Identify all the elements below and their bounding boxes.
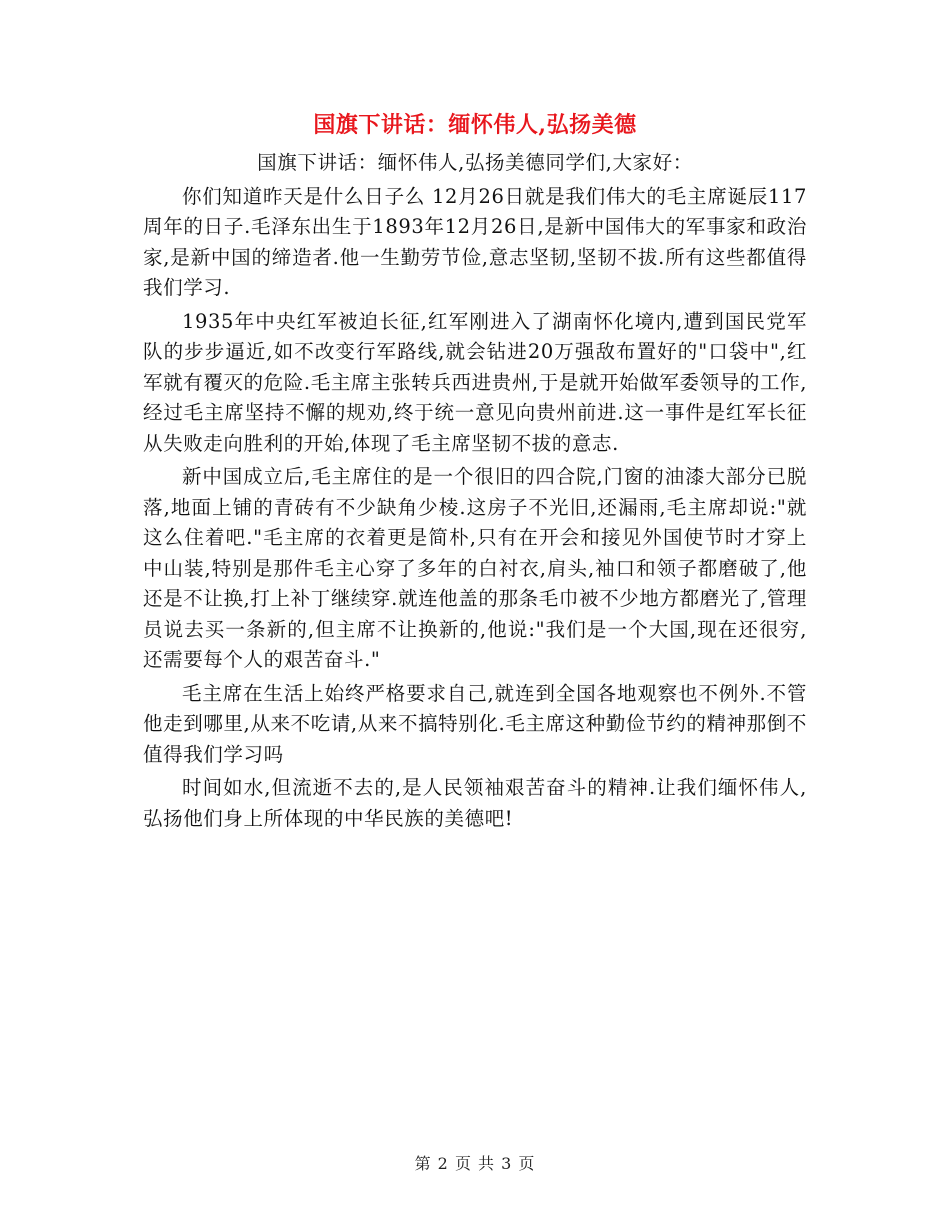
greeting-line: 国旗下讲话：缅怀伟人,弘扬美德同学们,大家好： (257, 151, 693, 174)
paragraph-4: 毛主席在生活上始终严格要求自己,就连到全国各地观察也不例外.不管他走到哪里,从来不吃请,从来不搞特别化.毛主席这种勤俭节约的精神那倒不值得我们学习吗 (143, 681, 807, 766)
paragraph-5: 时间如水,但流逝不去的,是人民领袖艰苦奋斗的精神.让我们缅怀伟人,弘扬他们身上所体现的中华民族的美德吧! (143, 776, 807, 830)
page-number-footer: 第 2 页 共 3 页 (414, 1154, 536, 1173)
document-body (143, 148, 807, 837)
paragraph-2: 1935年中央红军被迫长征,红军刚进入了湖南怀化境内,遭到国民党军队的步步逼近,如不改变行军路线,就会钻进20万强敌布置好的"口袋中",红军就有覆灭的危险.毛主席主张转兵西进贵州,于是就开始做军委领导的工作,经过毛主席坚持不懈的规劝,终于统一意见向贵州前进.这一事件是红军长征从失败走向胜利的开始,体现了毛主席坚韧不拔的意志. (143, 309, 807, 455)
paragraph-3: 新中国成立后,毛主席住的是一个很旧的四合院,门窗的油漆大部分已脱落,地面上铺的青砖有不少缺角少棱.这房子不光旧,还漏雨,毛主席却说:"就这么住着吧."毛主席的衣着更是简朴,只有在开会和接见外国使节时才穿上中山装,特别是那件毛主心穿了多年的白衬衣,肩头,袖口和领子都磨破了,他还是不让换,打上补丁继续穿.就连他盖的那条毛巾被不少地方都磨光了,管理员说去买一条新的,但主席不让换新的,他说:"我们是一个大国,现在还很穷,还需要每个人的艰苦奋斗." (143, 465, 807, 671)
paragraph-1: 你们知道昨天是什么日子么 12月26日就是我们伟大的毛主席诞辰117周年的日子.毛泽东出生于1893年12月26日,是新中国伟大的军事家和政治家,是新中国的缔造者.他一生勤劳节俭,意志坚韧,坚韧不拔.所有这些都值得我们学习. (143, 184, 807, 299)
document-title: 国旗下讲话：缅怀伟人,弘扬美德 (313, 112, 637, 138)
